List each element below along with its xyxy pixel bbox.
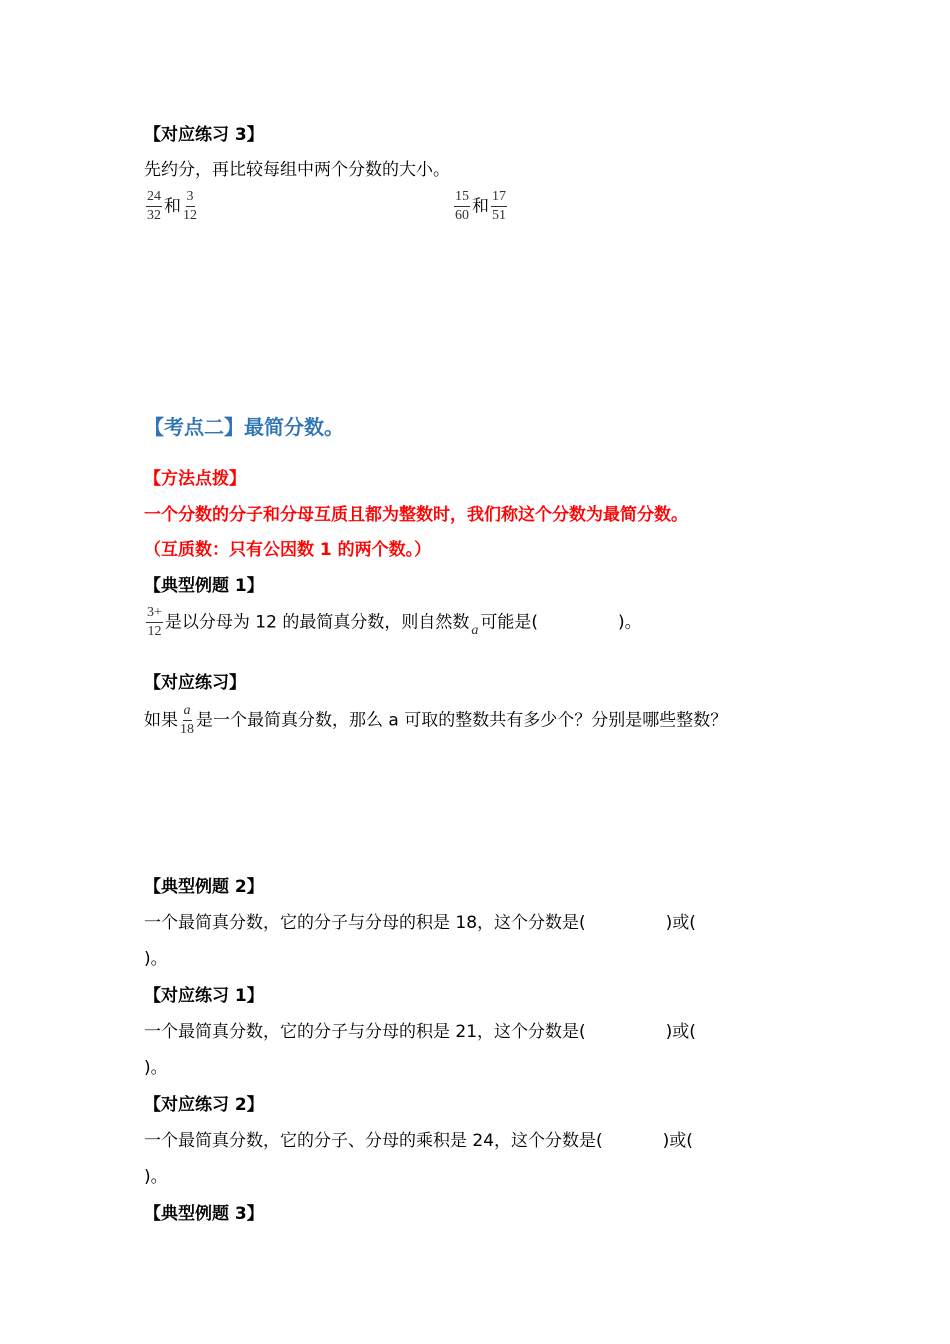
practice-heading: 【对应练习】 [144,673,246,693]
fraction-24-32: $\frac{24}{32}$ [147,189,161,223]
practice-1-line-2: )。 [144,1058,168,1078]
fraction-a-18: $\frac{a}{18}$ [180,703,194,737]
variable-a: a [471,622,479,638]
practice-1-heading: 【对应练习 1】 [144,986,264,1006]
fraction-17-51: $\frac{17}{51}$ [492,189,506,223]
joiner-and: 和 [164,196,181,217]
section-title: 【考点二】最简分数。 [144,415,344,439]
practice-2-line-2: )。 [144,1167,168,1187]
fraction-pair-1 [144,190,199,223]
practice-2-heading: 【对应练习 2】 [144,1095,264,1115]
practice-3-heading: 【对应练习 3】 [144,125,264,145]
method-heading: 【方法点拨】 [144,469,246,489]
practice-1-line-1: 一个最简真分数，它的分子与分母的积是 21，这个分数是( )或( [144,1022,696,1042]
method-text-1: 一个分数的分子和分母互质且都为整数时，我们称这个分数为最简分数。 [144,505,688,525]
practice-3-instruction: 先约分，再比较每组中两个分数的大小。 [144,160,450,180]
fraction-3plus-12: $\frac{3+}{12}$ [147,605,162,639]
example-1-question: $\frac{3+}{12}$ 是以分母为 12 的最简真分数，则自然数 $_a$ 可能是( )。 [147,605,642,639]
example-3-heading: 【典型例题 3】 [144,1204,264,1224]
fraction-15-60: $\frac{15}{60}$ [455,189,469,223]
example-2-heading: 【典型例题 2】 [144,877,264,897]
practice-2-line-1: 一个最简真分数，它的分子、分母的乘积是 24，这个分数是( )或( [144,1131,693,1151]
method-text-2: （互质数：只有公因数 1 的两个数。） [144,540,432,560]
example-1-heading: 【典型例题 1】 [144,576,264,596]
practice-question: 如果 $\frac{a}{18}$ 是一个最简真分数，那么 a 可取的整数共有多少个？分别是哪些整数？ [144,703,728,737]
example-2-line-2: )。 [144,949,168,969]
example-2-line-1: 一个最简真分数，它的分子与分母的积是 18，这个分数是( )或( [144,913,696,933]
fraction-3-12: $\frac{3}{12}$ [183,189,197,223]
joiner-and: 和 [472,196,489,217]
fraction-pair-2 [452,190,509,223]
